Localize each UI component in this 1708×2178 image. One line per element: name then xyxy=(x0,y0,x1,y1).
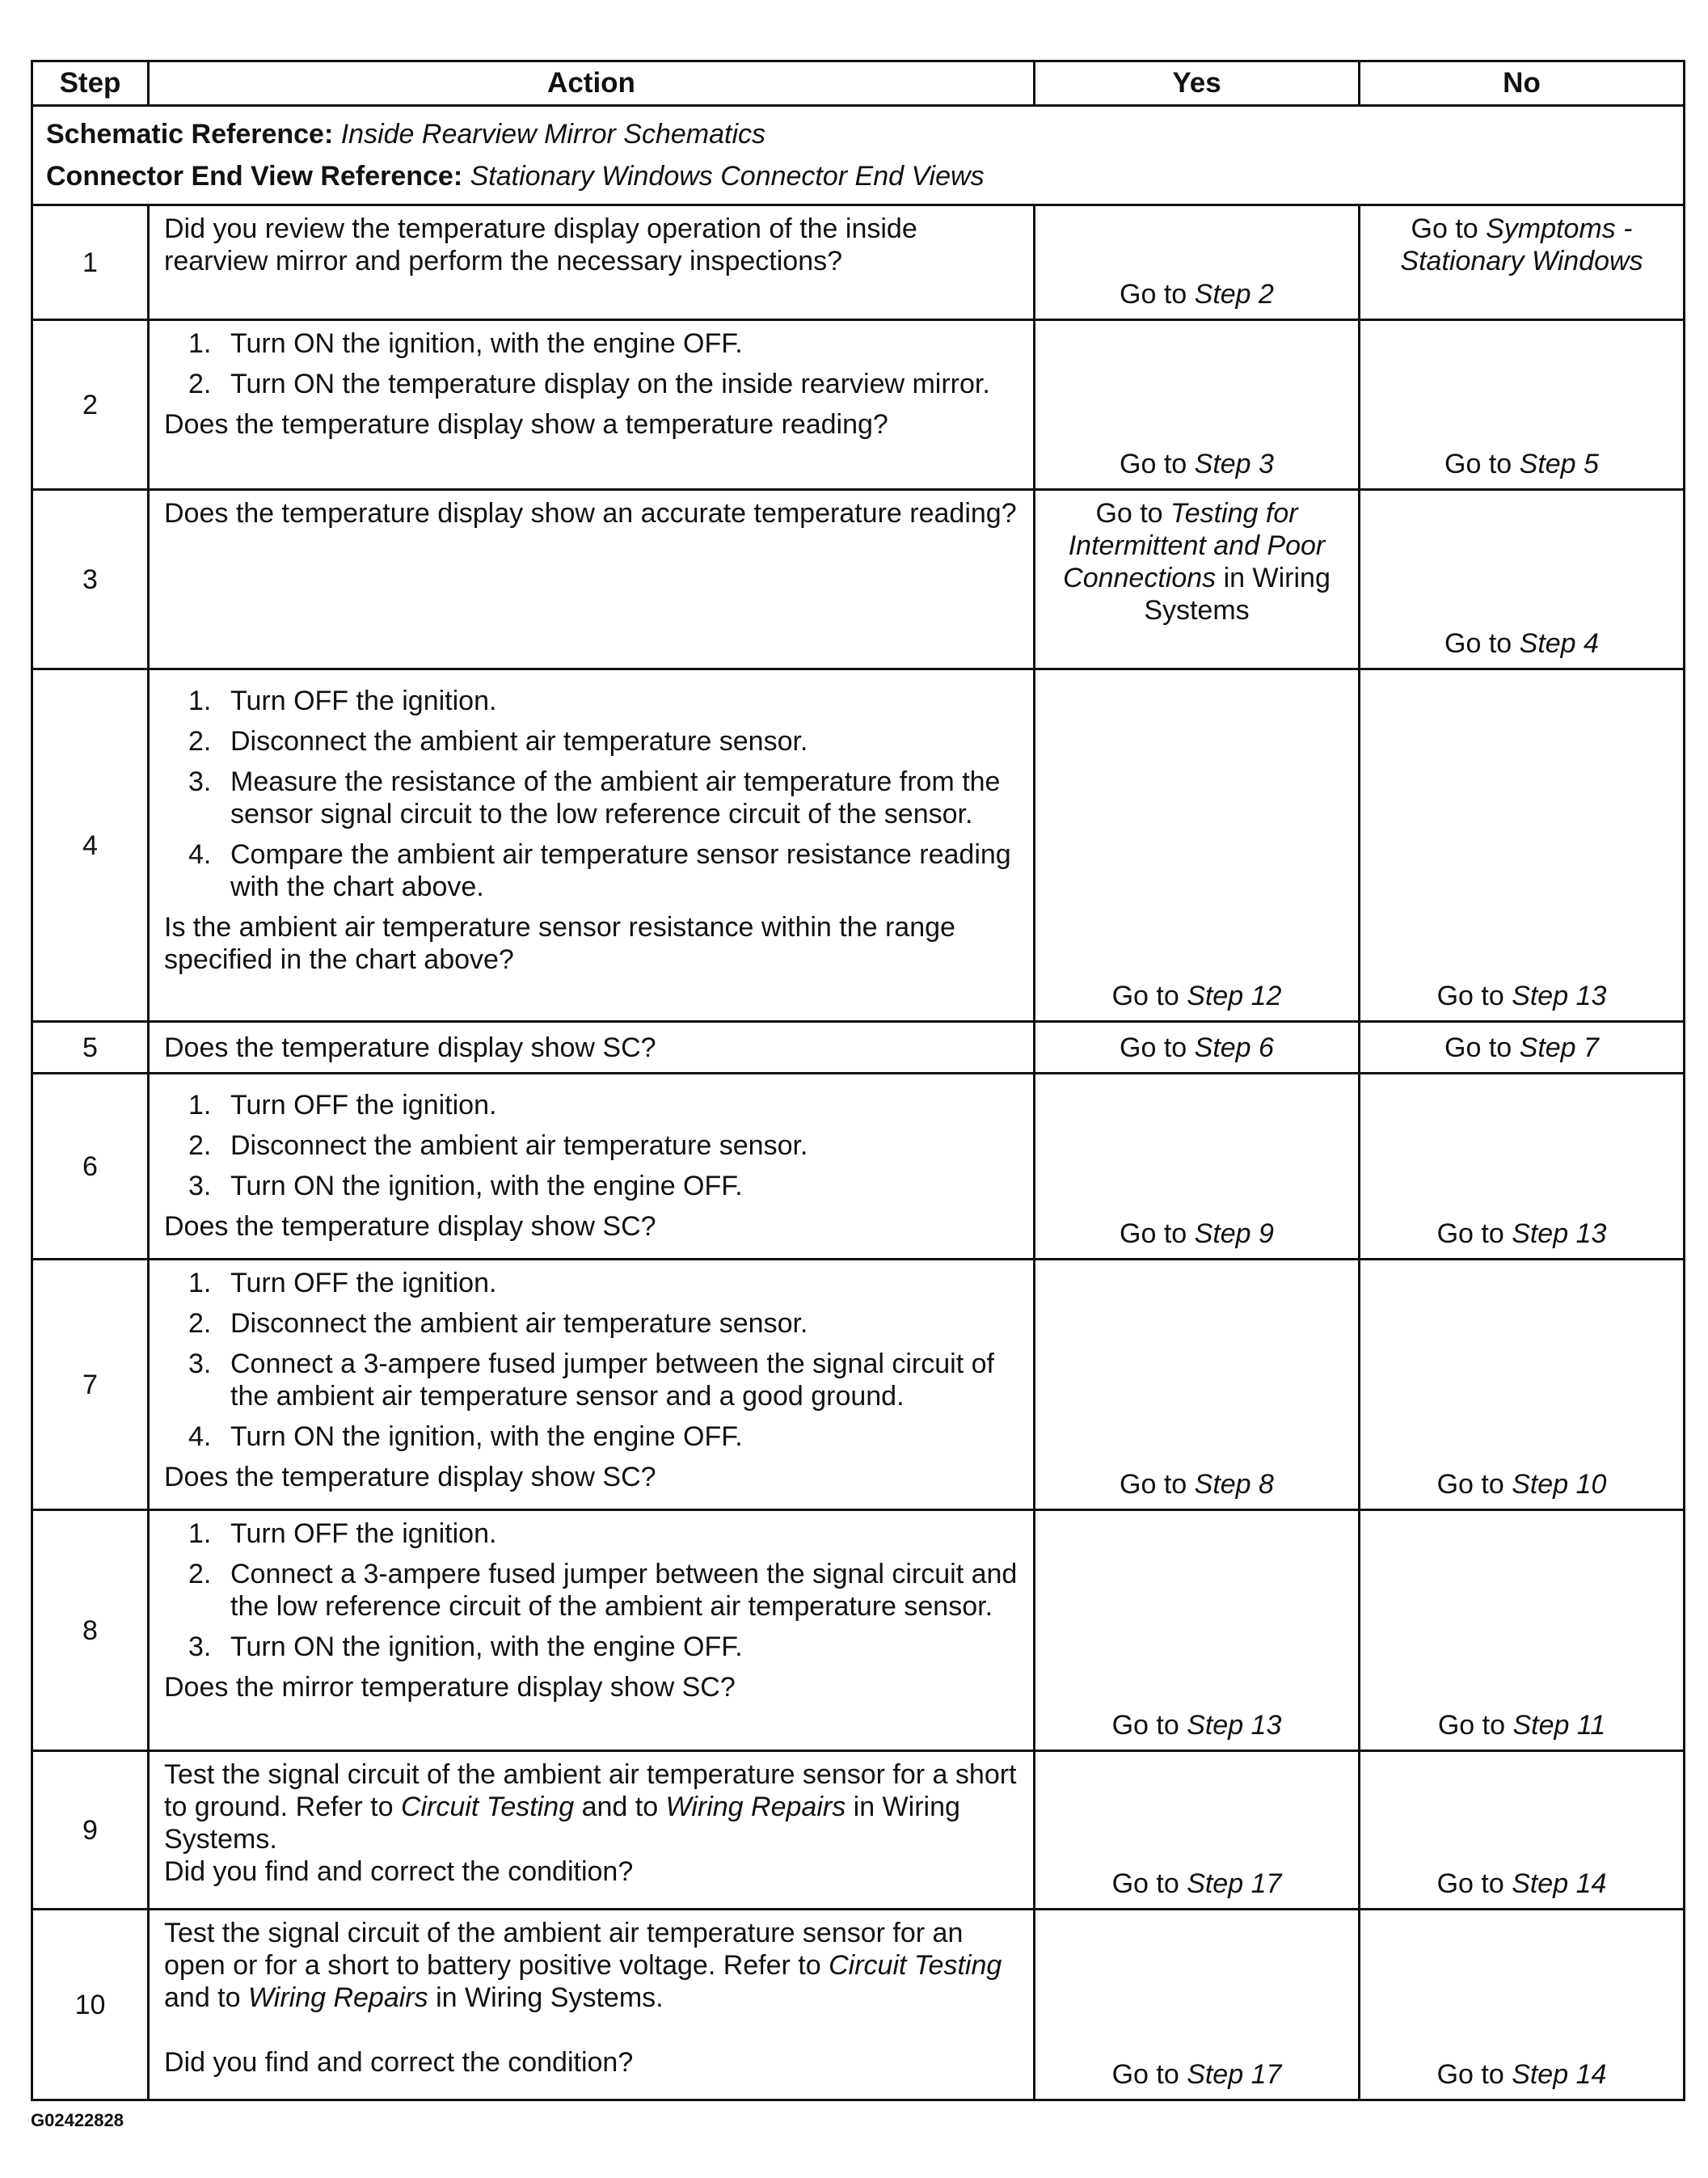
action-text: Test the signal circuit of the ambient air temperature sensor for a short to ground. Refer to Circuit Testing and to Wiring Repairs in Wiring Systems. xyxy=(164,1759,1017,1855)
yes-cell xyxy=(1035,205,1360,320)
action-text: Did you review the temperature display operation of the inside rearview mirror and perform the necessary inspections? xyxy=(149,205,1035,320)
list-item: 4. Compare the ambient air temperature sensor resistance reading with the chart above. xyxy=(188,839,1011,902)
schematic-reference xyxy=(46,113,1670,155)
list-item: 1. Turn ON the ignition, with the engine OFF. xyxy=(188,328,743,359)
yes-prefix: Go to xyxy=(1120,279,1195,310)
action-cell xyxy=(149,320,1035,490)
action-cell xyxy=(149,1260,1035,1510)
connector-reference-link[interactable]: Stationary Windows Connector End Views xyxy=(470,161,985,192)
yes-link[interactable]: Testing for Intermittent and Poor Connections xyxy=(1063,498,1326,593)
action-steps-list xyxy=(164,327,1018,400)
no-link[interactable]: Step 14 xyxy=(1512,2059,1607,2090)
connector-reference xyxy=(46,155,1670,197)
no-cell xyxy=(1360,205,1685,320)
no-cell: Go to Step 13 xyxy=(1360,669,1685,1022)
diagnostic-table xyxy=(31,60,1685,2101)
table-row xyxy=(32,320,1685,490)
header-step: Step xyxy=(32,61,149,106)
action-text: Test the signal circuit of the ambient air temperature sensor for an open or for a short to battery positive voltage. Refer to Circuit Testing and to Wiring Repairs in Wiring Systems. xyxy=(164,1918,1002,2013)
no-link[interactable]: Step 11 xyxy=(1512,1710,1606,1741)
no-cell: Go to Step 11 xyxy=(1360,1510,1685,1751)
yes-cell: Go to Step 3 xyxy=(1035,320,1360,490)
no-cell: Go to Step 14 xyxy=(1360,1910,1685,2100)
action-cell xyxy=(149,1510,1035,1751)
step-number: 5 xyxy=(32,1022,149,1074)
wiring-repairs-link[interactable]: Wiring Repairs xyxy=(247,1982,428,2013)
step-number: 8 xyxy=(32,1510,149,1751)
action-steps-list xyxy=(164,1089,1018,1202)
no-prefix: Go to xyxy=(1411,213,1487,244)
list-item: 2. Turn ON the temperature display on the inside rearview mirror. xyxy=(188,369,990,399)
step-number: 1 xyxy=(32,205,149,320)
list-item: 3. Turn ON the ignition, with the engine OFF. xyxy=(188,1631,743,1662)
list-item: 1. Turn OFF the ignition. xyxy=(188,1268,497,1298)
no-cell: Go to Step 5 xyxy=(1360,320,1685,490)
header-row xyxy=(32,61,1685,106)
step-number: 3 xyxy=(32,490,149,669)
step-number: 10 xyxy=(32,1910,149,2100)
no-link[interactable]: Step 7 xyxy=(1519,1032,1599,1063)
no-cell: Go to Step 10 xyxy=(1360,1260,1685,1510)
no-cell: Go to Step 4 xyxy=(1360,490,1685,669)
action-cell xyxy=(149,1910,1035,2100)
yes-link[interactable]: Step 13 xyxy=(1187,1710,1282,1741)
no-link[interactable]: Step 5 xyxy=(1519,449,1599,479)
action-steps-list xyxy=(164,1267,1018,1453)
action-cell xyxy=(149,1751,1035,1910)
list-item: 1. Turn OFF the ignition. xyxy=(188,686,497,716)
no-link[interactable]: Step 10 xyxy=(1512,1469,1607,1500)
table-row xyxy=(32,205,1685,320)
list-item: 3. Measure the resistance of the ambient air temperature from the sensor signal circuit to the low reference circuit of the sensor. xyxy=(188,766,1001,829)
schematic-reference-label: Schematic Reference: xyxy=(46,119,334,150)
step-number: 9 xyxy=(32,1751,149,1910)
action-question: Does the temperature display show SC? xyxy=(164,1211,656,1242)
circuit-testing-link[interactable]: Circuit Testing xyxy=(829,1950,1002,1981)
reference-row xyxy=(32,106,1685,205)
action-steps-list xyxy=(164,1517,1018,1663)
list-item: 1. Turn OFF the ignition. xyxy=(188,1090,497,1121)
action-text: Does the temperature display show SC? xyxy=(149,1022,1035,1074)
no-link[interactable]: Step 13 xyxy=(1512,981,1607,1011)
action-cell xyxy=(149,1074,1035,1260)
yes-link[interactable]: Step 9 xyxy=(1194,1218,1274,1249)
yes-link[interactable]: Step 17 xyxy=(1187,2059,1282,2090)
circuit-testing-link[interactable]: Circuit Testing xyxy=(400,1792,575,1822)
action-question: Does the temperature display show SC? xyxy=(164,1462,656,1492)
yes-link[interactable]: Step 2 xyxy=(1194,279,1274,310)
list-item: 3. Connect a 3-ampere fused jumper between the signal circuit of the ambient air temperature sensor and a good ground. xyxy=(188,1349,994,1412)
no-link[interactable]: Step 4 xyxy=(1519,628,1599,659)
yes-link[interactable]: Step 17 xyxy=(1187,1868,1282,1899)
table-row xyxy=(32,1074,1685,1260)
table-row xyxy=(32,1910,1685,2100)
yes-link[interactable]: Step 12 xyxy=(1187,981,1282,1011)
yes-link[interactable]: Step 6 xyxy=(1194,1032,1274,1063)
table-row xyxy=(32,1260,1685,1510)
no-cell: Go to Step 14 xyxy=(1360,1751,1685,1910)
yes-cell: Go to Step 12 xyxy=(1035,669,1360,1022)
header-yes: Yes xyxy=(1035,61,1360,106)
yes-link[interactable]: Step 8 xyxy=(1194,1469,1274,1500)
no-cell: Go to Step 13 xyxy=(1360,1074,1685,1260)
list-item: 4. Turn ON the ignition, with the engine OFF. xyxy=(188,1421,743,1452)
action-cell xyxy=(149,669,1035,1022)
yes-link[interactable]: Step 3 xyxy=(1194,449,1274,479)
no-cell: Go to Step 7 xyxy=(1360,1022,1685,1074)
table-row xyxy=(32,1022,1685,1074)
wiring-repairs-link[interactable]: Wiring Repairs xyxy=(665,1792,846,1822)
step-number: 7 xyxy=(32,1260,149,1510)
action-question: Does the mirror temperature display show SC? xyxy=(164,1672,736,1703)
yes-cell: Go to Step 6 xyxy=(1035,1022,1360,1074)
no-link[interactable]: Step 13 xyxy=(1512,1218,1607,1249)
connector-reference-label: Connector End View Reference: xyxy=(46,161,463,192)
action-steps-list xyxy=(164,685,1018,903)
action-question: Does the temperature display show a temperature reading? xyxy=(164,409,888,440)
reference-cell xyxy=(32,106,1685,205)
list-item: 2. Disconnect the ambient air temperature sensor. xyxy=(188,1130,808,1161)
action-question: Did you find and correct the condition? xyxy=(164,2047,634,2078)
list-item: 3. Turn ON the ignition, with the engine OFF. xyxy=(188,1171,743,1201)
header-action: Action xyxy=(149,61,1035,106)
yes-cell: Go to Step 17 xyxy=(1035,1751,1360,1910)
list-item: 2. Disconnect the ambient air temperature sensor. xyxy=(188,726,808,757)
list-item: 2. Disconnect the ambient air temperature sensor. xyxy=(188,1308,808,1339)
figure-id: G02422828 xyxy=(31,2110,124,2130)
no-link[interactable]: Symptoms - Stationary Windows xyxy=(1400,213,1643,276)
list-item: 2. Connect a 3-ampere fused jumper between the signal circuit and the low reference circuit of the ambient air temperature sensor. xyxy=(188,1559,1018,1622)
step-number: 6 xyxy=(32,1074,149,1260)
table-row xyxy=(32,1751,1685,1910)
yes-cell: Go to Step 8 xyxy=(1035,1260,1360,1510)
action-question: Is the ambient air temperature sensor resistance within the range specified in the chart above? xyxy=(164,912,955,975)
list-item: 1. Turn OFF the ignition. xyxy=(188,1518,497,1549)
yes-cell: Go to Step 9 xyxy=(1035,1074,1360,1260)
yes-cell: Go to Step 17 xyxy=(1035,1910,1360,2100)
step-number: 4 xyxy=(32,669,149,1022)
step-number: 2 xyxy=(32,320,149,490)
header-no: No xyxy=(1360,61,1685,106)
table-row xyxy=(32,1510,1685,1751)
schematic-reference-link[interactable]: Inside Rearview Mirror Schematics xyxy=(340,119,765,150)
yes-cell: Go to Testing for Intermittent and Poor Connections in Wiring Systems xyxy=(1035,490,1360,669)
table-row xyxy=(32,669,1685,1022)
action-question: Did you find and correct the condition? xyxy=(164,1856,634,1887)
table-row xyxy=(32,490,1685,669)
no-link[interactable]: Step 14 xyxy=(1512,1868,1607,1899)
yes-cell: Go to Step 13 xyxy=(1035,1510,1360,1751)
action-text: Does the temperature display show an accurate temperature reading? xyxy=(149,490,1035,669)
